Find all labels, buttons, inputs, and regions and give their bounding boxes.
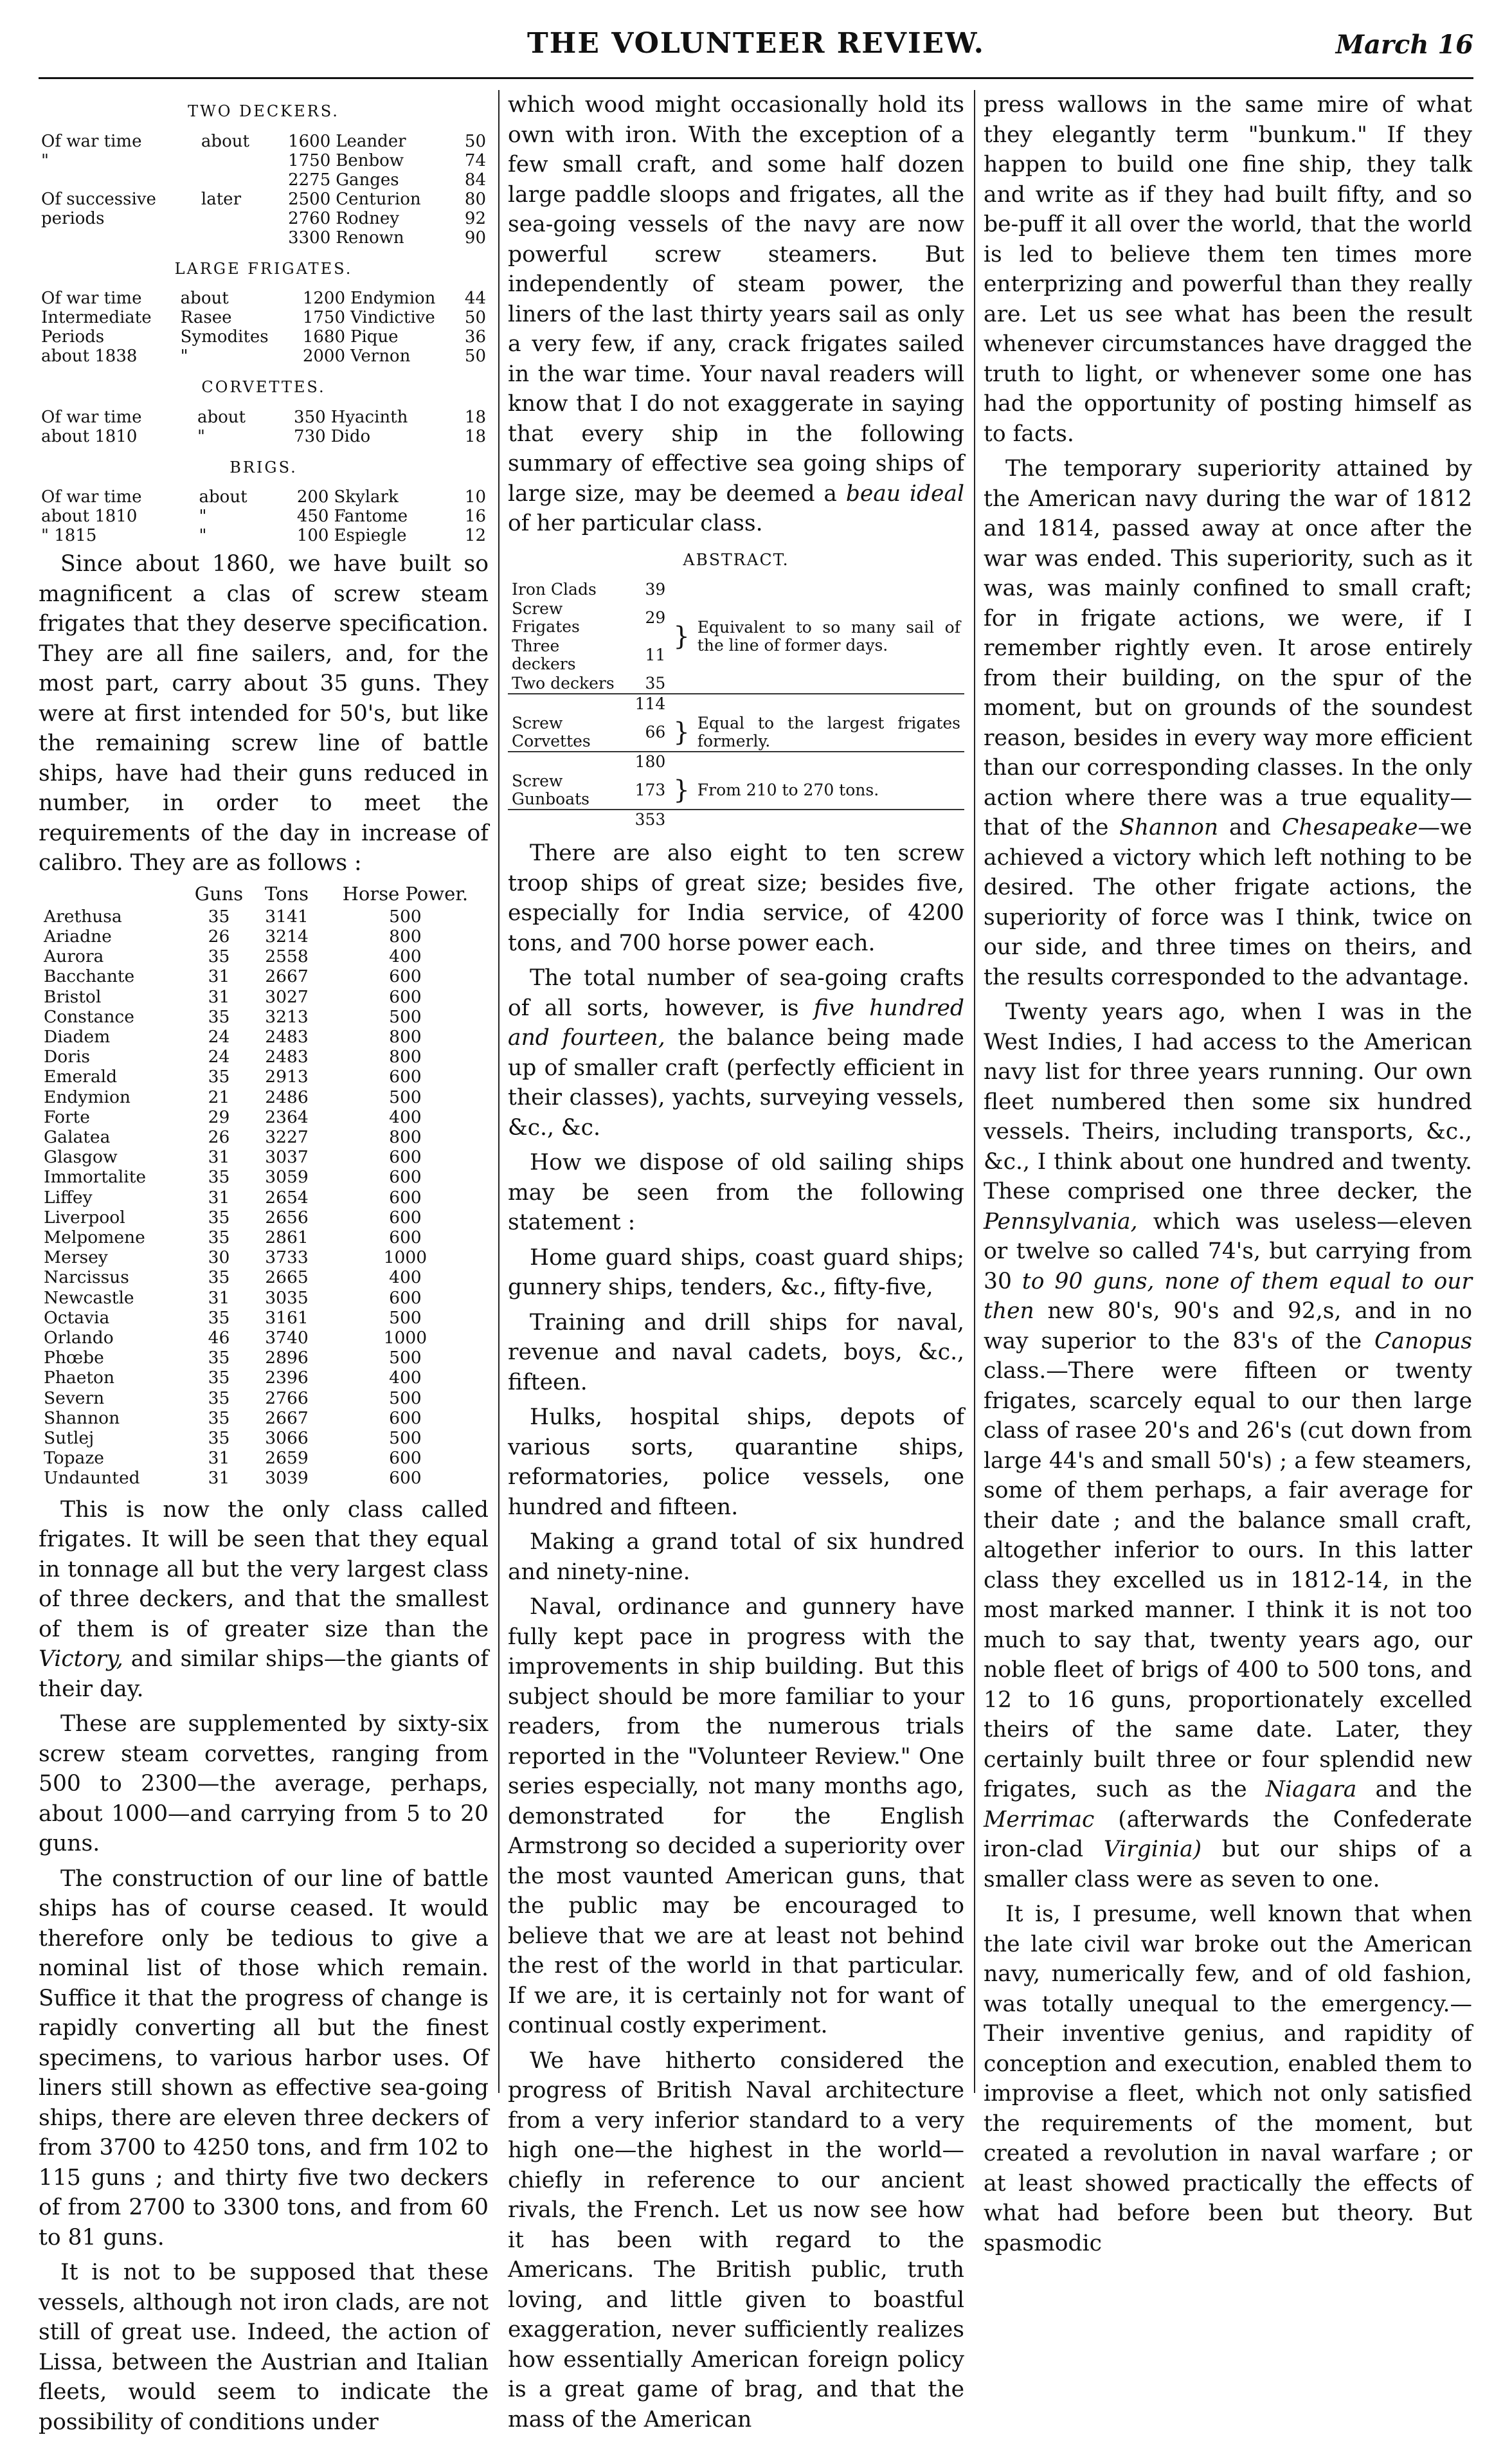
- paragraph: Making a grand total of six hundred and ninety-nine.: [508, 1529, 964, 1585]
- table-cell: 600: [389, 1287, 422, 1308]
- table-cell: 2364: [265, 1107, 309, 1127]
- table-row: [39, 1147, 489, 1167]
- table-cell: 1000: [383, 1247, 428, 1268]
- table-cell: 3027: [265, 986, 309, 1007]
- table-row: [39, 1007, 489, 1027]
- corvettes-list: [39, 408, 489, 446]
- cell-period: Of war time: [41, 407, 142, 427]
- column-2: [508, 90, 965, 2432]
- table-cell: 500: [389, 1307, 422, 1328]
- paragraph: Home guard ships, coast guard ships; gunnery ships, tenders, &c., fifty-five,: [508, 1244, 964, 1300]
- table-cell: 400: [389, 1267, 422, 1288]
- table-row: [39, 987, 489, 1007]
- table-cell: Ariadne: [44, 926, 112, 947]
- table-cell: Topaze: [44, 1448, 104, 1469]
- table-cell: Doris: [44, 1047, 90, 1067]
- table-cell: Melpomene: [44, 1227, 145, 1247]
- table-row: [39, 1428, 489, 1448]
- cell-guns: 50: [464, 347, 486, 366]
- cell-period: [39, 228, 199, 248]
- cell-est: [199, 228, 270, 248]
- table-cell: 500: [389, 906, 422, 927]
- table-cell: Mersey: [44, 1247, 108, 1268]
- table-cell: Narcissus: [44, 1267, 129, 1288]
- cell-est: about: [197, 407, 246, 427]
- cell-tons: 2275: [288, 170, 331, 190]
- table-cell: 600: [389, 1448, 422, 1469]
- cell-guns: 44: [464, 289, 486, 308]
- table-cell: 500: [389, 1348, 422, 1368]
- table-cell: 3733: [265, 1247, 309, 1268]
- abstract-note: Equal to the largest frigates formerly.: [697, 714, 960, 750]
- cell-est: [199, 209, 270, 228]
- abstract-heading: ABSTRACT.: [683, 550, 789, 569]
- cell-guns: 50: [464, 131, 486, 151]
- table-cell: 31: [208, 1147, 230, 1168]
- paragraph: It is, I presume, well known that when the late civil war broke out the American navy, numerically few, and of old fashion, was totally unequal to the emergency.—Their inventive genius, and rapidity of conception and execution, enabled them to improvise a fleet, which not only satisfied the requirements of the moment, but created a revolution in naval warfare ; or at least showed practically the effects of what had before been but theory. But spasmodic: [984, 1901, 1472, 2256]
- cell-tons: 200: [296, 487, 329, 507]
- cell-period: Of war time: [41, 131, 142, 151]
- table-cell: 400: [389, 1368, 422, 1388]
- table-cell: 2396: [265, 1368, 309, 1388]
- table-row: [39, 289, 489, 308]
- table-row: [39, 228, 489, 248]
- table-cell: 2656: [265, 1207, 309, 1228]
- table-row: [39, 1368, 489, 1388]
- table-row: [39, 1448, 489, 1468]
- table-row: [39, 947, 489, 966]
- table-cell: Arethusa: [44, 906, 122, 927]
- table-row: [39, 487, 489, 507]
- table-row: [39, 1107, 489, 1127]
- subtotal-row: 114: [508, 694, 964, 714]
- table-row: [39, 1127, 489, 1147]
- cell-tons: 450: [296, 507, 329, 526]
- table-cell: 24: [208, 1026, 230, 1047]
- table-cell: 31: [208, 1187, 230, 1208]
- table-cell: 3039: [265, 1468, 309, 1489]
- paragraph: press wallows in the same mire of what they elegantly term "bunkum." If they happen to build one fine ship, they talk and write as if they had built fifty, and so be-puff it all over the world, that the world is led to believe them ten times more enterprizing and powerful than they really are. Let us see what has been the result whenever circumstances have dragged the truth to light, or whenever some one has had the opportunity of posting himself as to facts.: [984, 92, 1472, 447]
- table-cell: 800: [389, 1026, 422, 1047]
- table-cell: 2654: [265, 1187, 309, 1208]
- table-cell: 2766: [265, 1388, 309, 1408]
- cell-ship: Dido: [330, 426, 371, 446]
- table-cell: 400: [389, 1107, 422, 1127]
- table-cell: Orlando: [44, 1327, 114, 1348]
- cell-ship: Leander: [336, 131, 406, 151]
- table-cell: 600: [389, 1187, 422, 1208]
- table-cell: 2896: [265, 1348, 309, 1368]
- column-3: [984, 90, 1472, 2256]
- paragraph: Since about 1860, we have built so magnificent a clas of screw steam frigates that they deserve specification. They are all fine sailers, and, for the most part, carry about 35 guns. They were at first intended for 50's, but like the remaining screw line of battle ships, have had their guns reduced in number, in order to meet the requirements of the day in increase of calibro. They are as follows :: [39, 551, 489, 876]
- table-cell: 3161: [265, 1307, 309, 1328]
- table-cell: 31: [208, 1287, 230, 1308]
- abstract-table: [508, 580, 964, 829]
- total-row: 353: [508, 810, 964, 829]
- table-cell: 35: [208, 1227, 230, 1247]
- table-cell: 500: [389, 1427, 422, 1448]
- table-row: [39, 1348, 489, 1368]
- cell-ship: Rodney: [336, 208, 399, 228]
- table-row: Three deckers 11: [512, 637, 666, 673]
- cell-guns: 36: [464, 327, 486, 347]
- table-cell: 600: [389, 1227, 422, 1247]
- table-cell: 3141: [265, 906, 309, 927]
- table-cell: 35: [208, 1388, 230, 1408]
- table-cell: 35: [208, 1267, 230, 1288]
- table-cell: Endymion: [44, 1087, 130, 1107]
- table-cell: Glasgow: [44, 1147, 118, 1168]
- cell-tons: 1200: [302, 289, 345, 308]
- table-cell: 800: [389, 1047, 422, 1067]
- table-cell: 35: [208, 1427, 230, 1448]
- table-row: [39, 151, 489, 170]
- cell-tons: 1750: [302, 308, 345, 327]
- cell-guns: 74: [464, 150, 486, 170]
- table-row: [39, 1267, 489, 1287]
- cell-ship: Centurion: [336, 189, 421, 209]
- section-heading: BRIGS.: [230, 458, 298, 476]
- table-cell: Emerald: [44, 1067, 118, 1087]
- cell-guns: 16: [464, 507, 486, 526]
- table-row: Screw Gunboats 173 } From 210 to 270 tons.: [508, 772, 964, 810]
- table-cell: Aurora: [44, 947, 104, 967]
- masthead: [39, 13, 1473, 79]
- table-cell: Phaeton: [44, 1368, 115, 1388]
- cell-est: about: [201, 131, 249, 151]
- cell-guns: 92: [464, 208, 486, 228]
- paragraph: The construction of our line of battle ships has of course ceased. It would therefore only be tedious to give a nominal list of those which remain. Suffice it that the progress of change is rapidly converting all but the finest specimens, to various harbor uses. Of liners still shown as effective sea-going ships, there are eleven three deckers of from 3700 to 4250 tons, and frm 102 to 115 guns ; and thirty five two deckers of from 2700 to 3300 tons, and from 60 to 81 guns.: [39, 1865, 489, 2251]
- cell-est: ": [180, 347, 188, 366]
- cell-est: about: [199, 487, 248, 507]
- table-row: [39, 408, 489, 427]
- cell-est: [199, 170, 270, 190]
- paragraph: Twenty years ago, when I was in the West Indies, I had access to the American navy list for three years running. Our own fleet numbered then some six hundred vessels. Theirs, including transports, &c., &c., I think about one hundred and twenty. These comprised one three decker, the Pennsylvania, which was useless—eleven or twelve so called 74's, but carrying from 30 to 90 guns, none of them equal to our then new 80's, 90's and 92,s, and in no way superior to the 83's of the Canopus class.—There were fifteen or twenty frigates, scarcely equal to our then large class of rasee 20's and 26's (cut down from large 44's and small 50's) ; a few steamers, some of them perhaps, a fair average for their date ; and the balance small craft, altogether inferior to ours. In this latter class they excelled us in 1812-14, in the most marked manner. I think it is not too much to say that, twenty years ago, our noble fleet of brigs of 400 to 500 tons, and 12 to 16 guns, proportionately excelled theirs of the same date. Later, they certainly built three or four splendid new frigates, such as the Niagara and the Merrimac (afterwards the Confederate iron-clad Virginia) but our ships of a smaller class were as seven to one.: [984, 999, 1472, 1892]
- cell-period: periods: [41, 208, 105, 228]
- issue-date: March 16: [1335, 30, 1473, 60]
- cell-est: [199, 151, 270, 170]
- table-cell: 800: [389, 1127, 422, 1147]
- table-cell: 600: [389, 1207, 422, 1228]
- cell-guns: 50: [464, 308, 486, 327]
- table-row: [39, 1188, 489, 1208]
- section-heading: CORVETTES.: [201, 378, 326, 396]
- cell-period: Of war time: [41, 487, 142, 507]
- table-row: [39, 209, 489, 228]
- cell-period: " 1815: [41, 526, 97, 545]
- cell-guns: 80: [464, 189, 486, 209]
- paragraph: Naval, ordinance and gunnery have fully kept pace in progress with the improvements in ship building. But this subject should be more familiar to your readers, from the numerous trials reported in the "Volunteer Review." One series especially, not many months ago, demonstrated for the English Armstrong so decided a superiority over the most vaunted American guns, that the public may be encouraged to believe that we are at least not behind the rest of the world in that particular. If we are, it is certainly not for want of continual costly experiment.: [508, 1594, 964, 2038]
- newspaper-title: THE VOLUNTEER REVIEW.: [527, 27, 985, 60]
- cell-ship: Pique: [350, 327, 399, 347]
- table-cell: 3037: [265, 1147, 309, 1168]
- cell-ship: Renown: [336, 228, 404, 248]
- cell-tons: 2500: [288, 189, 331, 209]
- paragraph: The total number of sea-going crafts of all sorts, however, is five hundred and fourteen, the balance being made up of smaller craft (perfectly efficient in their classes), yachts, surveying vessels, &c., &c.: [508, 965, 965, 1141]
- large-frigates-list: [39, 289, 489, 366]
- cell-est: Symodites: [180, 327, 269, 347]
- cell-period: about 1810: [41, 426, 138, 446]
- table-row: [39, 507, 489, 526]
- column-divider: [974, 90, 975, 2093]
- cell-period: about 1810: [41, 507, 138, 526]
- table-cell: 2483: [265, 1047, 309, 1067]
- cell-est: later: [201, 189, 242, 209]
- two-deckers-list: [39, 132, 489, 248]
- table-row: [39, 1388, 489, 1408]
- cell-tons: 1680: [302, 327, 345, 347]
- column-1: [39, 90, 489, 2435]
- table-cell: 2486: [265, 1087, 309, 1107]
- table-cell: 3035: [265, 1287, 309, 1308]
- table-row: [39, 927, 489, 947]
- cell-est: ": [197, 426, 205, 446]
- table-row: [39, 1047, 489, 1067]
- table-cell: 31: [208, 1448, 230, 1469]
- table-cell: 29: [208, 1107, 230, 1127]
- table-cell: 24: [208, 1047, 230, 1067]
- table-row: [39, 347, 489, 366]
- table-row: [39, 1208, 489, 1228]
- table-row: [39, 308, 489, 327]
- column-header: [39, 883, 186, 907]
- cell-guns: 18: [464, 426, 486, 446]
- table-row: [39, 1408, 489, 1428]
- table-cell: Octavia: [44, 1307, 110, 1328]
- table-cell: 600: [389, 986, 422, 1007]
- table-row: Screw Corvettes 66 } Equal to the largest frigates formerly.: [508, 714, 964, 752]
- table-cell: 35: [208, 1207, 230, 1228]
- table-cell: Forte: [44, 1107, 90, 1127]
- paragraph: The temporary superiority attained by the American navy during the war of 1812 and 1814, passed away at once after the war was ended. This superiority, such as it was, was mainly confined to small craft; for in frigate actions, we were, if I remember rightly even. It arose entirely from their building, on the spur of the moment, but on grounds of the soundest reason, besides in every way more efficient than our corresponding classes. In the only action where there was a true equality—that of the Shannon and Chesapeake—we achieved a victory which left nothing to be desired. The other frigate actions, the superiority of force was I think, twice on our side, and three times on theirs, and the results corresponded to the advantage.: [984, 456, 1472, 990]
- cell-tons: 730: [294, 426, 326, 446]
- table-row: [39, 327, 489, 347]
- table-cell: Severn: [44, 1388, 105, 1408]
- table-cell: 26: [208, 1127, 230, 1147]
- cell-period: Of war time: [41, 289, 142, 308]
- table-cell: 3740: [265, 1327, 309, 1348]
- paragraph: These are supplemented by sixty-six screw steam corvettes, ranging from 500 to 2300—the average, perhaps, about 1000—and carrying from 5 to 20 guns.: [39, 1711, 489, 1857]
- table-cell: Phœbe: [44, 1348, 104, 1368]
- cell-guns: 18: [464, 407, 486, 427]
- table-cell: 3059: [265, 1167, 309, 1188]
- column-header: Guns: [194, 882, 244, 905]
- table-cell: 35: [208, 947, 230, 967]
- table-cell: 600: [389, 1468, 422, 1489]
- table-cell: 600: [389, 1067, 422, 1087]
- paragraph: Training and drill ships for naval, revenue and naval cadets, boys, &c., fifteen.: [508, 1309, 964, 1395]
- table-cell: Diadem: [44, 1026, 111, 1047]
- table-row: [39, 1328, 489, 1348]
- table-cell: 35: [208, 906, 230, 927]
- table-cell: Newcastle: [44, 1287, 134, 1308]
- brigs-list: [39, 487, 489, 545]
- table-row: [39, 1288, 489, 1308]
- table-cell: 46: [208, 1327, 230, 1348]
- cell-guns: 12: [464, 526, 486, 545]
- section-heading: TWO DECKERS.: [188, 102, 339, 120]
- table-cell: 3227: [265, 1127, 309, 1147]
- cell-period: Periods: [41, 327, 105, 347]
- cell-ship: Ganges: [336, 170, 399, 190]
- table-cell: 500: [389, 1388, 422, 1408]
- cell-tons: 1750: [288, 150, 331, 170]
- paragraph: It is not to be supposed that these vessels, although not iron clads, are not still of great use. Indeed, the action of Lissa, between the Austrian and Italian fleets, would seem to indicate the possibility of conditions under: [39, 2260, 489, 2435]
- table-cell: 26: [208, 926, 230, 947]
- table-cell: 500: [389, 1087, 422, 1107]
- table-row: [39, 1087, 489, 1107]
- table-cell: 3214: [265, 926, 309, 947]
- cell-est: about: [180, 289, 229, 308]
- cell-ship: Vindictive: [350, 308, 435, 327]
- paragraph: We have hitherto considered the progress of British Naval architecture from a very inferior standard to a very high one—the highest in the world—chiefly in reference to our ancient rivals, the French. Let us now see how it has been with regard to the Americans. The British public, truth loving, and little given to boastful exaggeration, never sufficiently realizes how essentially American foreign policy is a great game of brag, and that the mass of the American: [508, 2047, 964, 2432]
- cell-ship: Endymion: [350, 289, 436, 308]
- cell-ship: Fantome: [334, 507, 408, 526]
- table-cell: 35: [208, 1067, 230, 1087]
- table-row: Screw Frigates 29: [512, 599, 666, 636]
- table-cell: 500: [389, 1006, 422, 1027]
- table-row: [39, 1167, 489, 1187]
- table-cell: 35: [208, 1348, 230, 1368]
- cell-guns: 90: [464, 228, 486, 248]
- table-cell: 2483: [265, 1026, 309, 1047]
- table-cell: Bristol: [44, 986, 102, 1007]
- table-row: [39, 907, 489, 927]
- cell-guns: 10: [464, 487, 486, 507]
- table-cell: Liverpool: [44, 1207, 125, 1228]
- table-cell: 2558: [265, 947, 309, 967]
- paragraph: which wood might occasionally hold its own with iron. With the exception of a few small craft, and some half dozen large paddle sloops and frigates, all the sea-going vessels of the navy are now powerful screw steamers. But independently of steam power, the liners of the last thirty years sail as only a very few, if any, crack frigates sailed in the war time. Your naval readers will know that I do not exaggerate in saying that every ship in the following summary of effective sea going ships of large size, may be deemed a beau ideal of her particular class.: [508, 92, 964, 536]
- table-cell: 3066: [265, 1427, 309, 1448]
- table-cell: 400: [389, 947, 422, 967]
- paragraph: Hulks, hospital ships, depots of various sorts, quarantine ships, reformatories, police vessels, one hundred and fifteen.: [508, 1404, 964, 1520]
- table-cell: Constance: [44, 1006, 134, 1027]
- table-cell: 1000: [383, 1327, 428, 1348]
- table-cell: 31: [208, 986, 230, 1007]
- table-cell: 2659: [265, 1448, 309, 1469]
- cell-tons: 3300: [288, 228, 331, 248]
- table-cell: 2665: [265, 1267, 309, 1288]
- column-header: Horse Power.: [342, 882, 469, 905]
- table-cell: 31: [208, 966, 230, 987]
- table-cell: 30: [208, 1247, 230, 1268]
- table-row: [39, 1308, 489, 1328]
- section-heading: LARGE FRIGATES.: [174, 259, 353, 278]
- column-header: Tons: [264, 882, 309, 905]
- cell-period: Intermediate: [41, 308, 152, 327]
- table-cell: Liffey: [44, 1187, 93, 1208]
- cell-ship: Vernon: [350, 347, 411, 366]
- table-cell: 800: [389, 926, 422, 947]
- table-row: [39, 966, 489, 986]
- cell-tons: 350: [294, 407, 326, 427]
- table-cell: 2667: [265, 966, 309, 987]
- screw-frigates-table: [39, 883, 489, 1489]
- table-row: [39, 190, 489, 209]
- cell-est: ": [199, 507, 207, 526]
- table-cell: 31: [208, 1468, 230, 1489]
- column-divider: [498, 90, 500, 2093]
- cell-est: ": [199, 526, 207, 545]
- table-row: [39, 1247, 489, 1267]
- cell-period: [39, 170, 199, 190]
- table-cell: 35: [208, 1167, 230, 1188]
- table-cell: 35: [208, 1408, 230, 1428]
- table-cell: Sutlej: [44, 1427, 94, 1448]
- table-row: Two deckers 35: [512, 674, 666, 693]
- table-cell: 600: [389, 1408, 422, 1428]
- table-cell: 35: [208, 1368, 230, 1388]
- table-cell: 21: [208, 1087, 230, 1107]
- table-cell: Undaunted: [44, 1468, 140, 1489]
- table-row: Iron Clads 39 } Equivalent to so many sail of the line of former days.: [508, 580, 964, 599]
- paragraph: There are also eight to ten screw troop ships of great size; besides five, especially for India service, of 4200 tons, and 700 horse power each.: [508, 840, 964, 956]
- cell-tons: 2000: [302, 347, 345, 366]
- cell-tons: 1600: [288, 131, 331, 151]
- table-cell: 2667: [265, 1408, 309, 1428]
- cell-ship: Hyacinth: [330, 407, 408, 427]
- table-cell: Shannon: [44, 1408, 120, 1428]
- table-cell: 35: [208, 1006, 230, 1027]
- cell-guns: 84: [464, 170, 486, 190]
- cell-ship: Skylark: [334, 487, 399, 507]
- cell-period: about 1838: [41, 347, 138, 366]
- abstract-note: Equivalent to so many sail of the line of former days.: [697, 618, 960, 655]
- table-cell: 600: [389, 1167, 422, 1188]
- table-cell: Galatea: [44, 1127, 111, 1147]
- cell-period: Of successive: [41, 189, 156, 209]
- table-row: [39, 1228, 489, 1247]
- paragraph: How we dispose of old sailing ships may be seen from the following statement :: [508, 1150, 964, 1235]
- cell-ship: Espiegle: [334, 526, 407, 545]
- table-row: [39, 526, 489, 545]
- table-row: [39, 170, 489, 190]
- table-row: [39, 1067, 489, 1087]
- table-cell: 35: [208, 1307, 230, 1328]
- cell-tons: 2760: [288, 208, 331, 228]
- abstract-note: From 210 to 270 tons.: [697, 781, 879, 799]
- paragraph: This is now the only class called frigates. It will be seen that they equal in tonnage all but the very largest class of three deckers, and that the smallest of them is of greater size than the Victory, and similar ships—the giants of their day.: [39, 1496, 489, 1702]
- table-row: [39, 427, 489, 446]
- table-cell: 2913: [265, 1067, 309, 1087]
- cell-period: ": [41, 150, 49, 170]
- table-cell: 2861: [265, 1227, 309, 1247]
- table-row: [39, 132, 489, 151]
- table-row: [39, 1468, 489, 1488]
- cell-ship: Benbow: [336, 150, 404, 170]
- table-cell: Immortalite: [44, 1167, 147, 1188]
- table-row: [39, 1027, 489, 1047]
- table-header-row: [39, 883, 489, 907]
- table-cell: 3213: [265, 1006, 309, 1027]
- cell-est: Rasee: [180, 308, 232, 327]
- table-cell: 600: [389, 1147, 422, 1168]
- cell-tons: 100: [296, 526, 329, 545]
- table-cell: 600: [389, 966, 422, 987]
- table-cell: Bacchante: [44, 966, 135, 987]
- subtotal-row: 180: [508, 752, 964, 772]
